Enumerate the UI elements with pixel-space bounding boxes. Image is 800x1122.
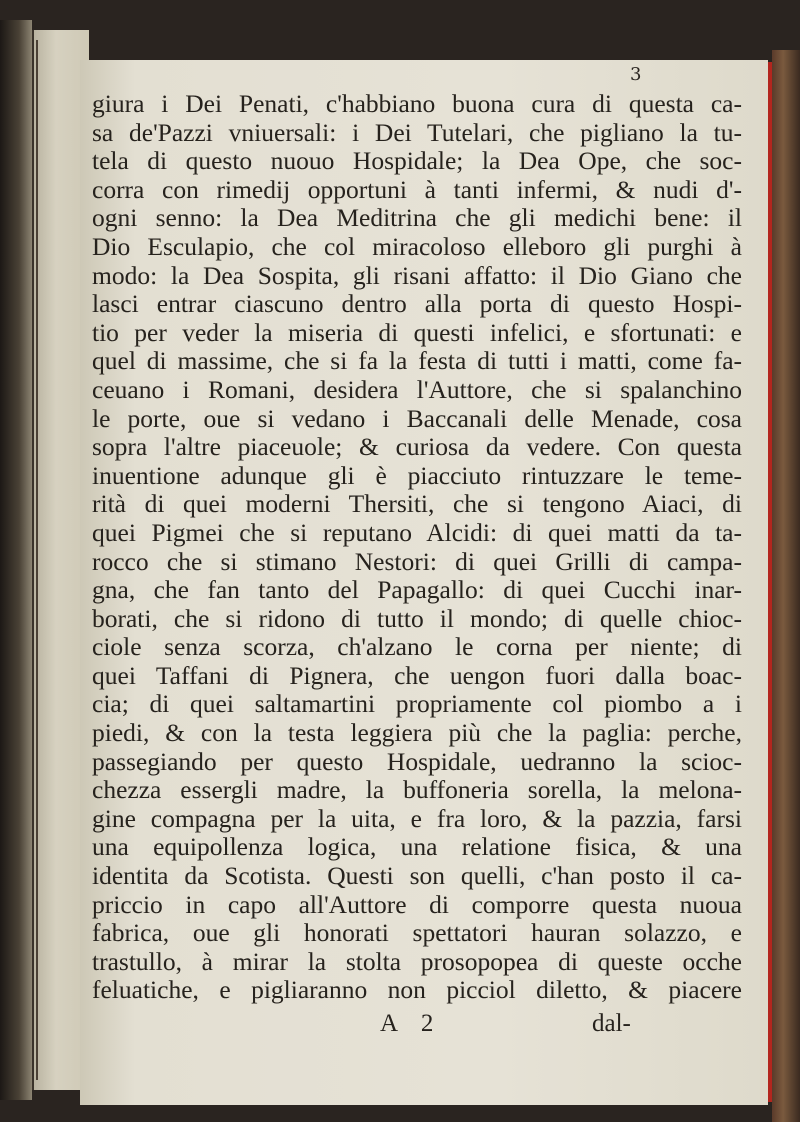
- text-line: modo: la Dea Sospita, gli risani affatto: il Dio Giano che: [92, 261, 742, 290]
- text-line: tio per veder la miseria di questi infelici, e sfortunati: e: [92, 318, 742, 347]
- text-line: passegiando per questo Hospidale, uedranno la scioc-: [92, 747, 742, 776]
- text-line: inuentione adunque gli è piacciuto rintuzzare le teme-: [92, 461, 742, 490]
- text-line: ciole senza scorza, ch'alzano le corna per niente; di: [92, 633, 742, 662]
- text-line: borati, che si ridono di tutto il mondo; di quelle chioc-: [92, 604, 742, 633]
- text-line: priccio in capo all'Auttore di comporre questa nuoua: [92, 890, 742, 919]
- text-line: trastullo, à mirar la stolta prosopopea di queste ocche: [92, 947, 742, 976]
- catchword: dal-: [592, 1010, 631, 1037]
- text-line: le porte, oue si vedano i Baccanali delle Menade, cosa: [92, 404, 742, 433]
- body-text: [92, 90, 742, 1005]
- text-line: chezza essergli madre, la buffoneria sorella, la melona-: [92, 776, 742, 805]
- gutter-rule: [36, 40, 38, 1080]
- text-line: quel di massime, che si fa la festa di tutti i matti, come fa-: [92, 347, 742, 376]
- text-line: giura i Dei Penati, c'habbiano buona cura di questa ca-: [92, 90, 742, 118]
- text-line: fabrica, oue gli honorati spettatori hauran solazzo, e: [92, 919, 742, 948]
- text-line: tela di questo nuouo Hospidale; la Dea Ope, che soc-: [92, 147, 742, 176]
- page-number: 3: [630, 64, 642, 85]
- text-line: rocco che si stimano Nestori: di quei Grilli di campa-: [92, 547, 742, 576]
- text-line: identita da Scotista. Questi son quelli, c'han posto il ca-: [92, 862, 742, 891]
- text-line: gine compagna per la uita, e fra loro, & la pazzia, farsi: [92, 804, 742, 833]
- text-line: ogni senno: la Dea Meditrina che gli medichi bene: il: [92, 204, 742, 233]
- text-line: Dio Esculapio, che col miracoloso elleboro gli purghi à: [92, 232, 742, 261]
- text-line: corra con rimedij opportuni à tanti infermi, & nudi d'-: [92, 175, 742, 204]
- text-line: una equipollenza logica, una relatione fisica, & una: [92, 833, 742, 862]
- text-line: gna, che fan tanto del Papagallo: di quei Cucchi inar-: [92, 576, 742, 605]
- text-line: ceuano i Romani, desidera l'Auttore, che si spalanchino: [92, 375, 742, 404]
- text-line: feluatiche, e pigliaranno non picciol diletto, & piacere: [92, 976, 742, 1005]
- text-line: quei Taffani di Pignera, che uengon fuori dalla boac-: [92, 661, 742, 690]
- signature-mark: A 2: [380, 1010, 434, 1037]
- previous-page-edge: [0, 20, 32, 1100]
- text-line: sa de'Pazzi vniuersali: i Dei Tutelari, che pigliano la tu-: [92, 118, 742, 147]
- book-cover-edge: [772, 50, 800, 1122]
- text-line: quei Pigmei che si reputano Alcidi: di quei matti da ta-: [92, 518, 742, 547]
- text-line: lasci entrar ciascuno dentro alla porta di questo Hospi-: [92, 290, 742, 319]
- text-line: piedi, & con la testa leggiera più che la paglia: perche,: [92, 719, 742, 748]
- text-line: rità di quei moderni Thersiti, che si tengono Aiaci, di: [92, 490, 742, 519]
- text-line: cia; di quei saltamartini propriamente col piombo a i: [92, 690, 742, 719]
- text-line: sopra l'altre piaceuole; & curiosa da vedere. Con questa: [92, 433, 742, 462]
